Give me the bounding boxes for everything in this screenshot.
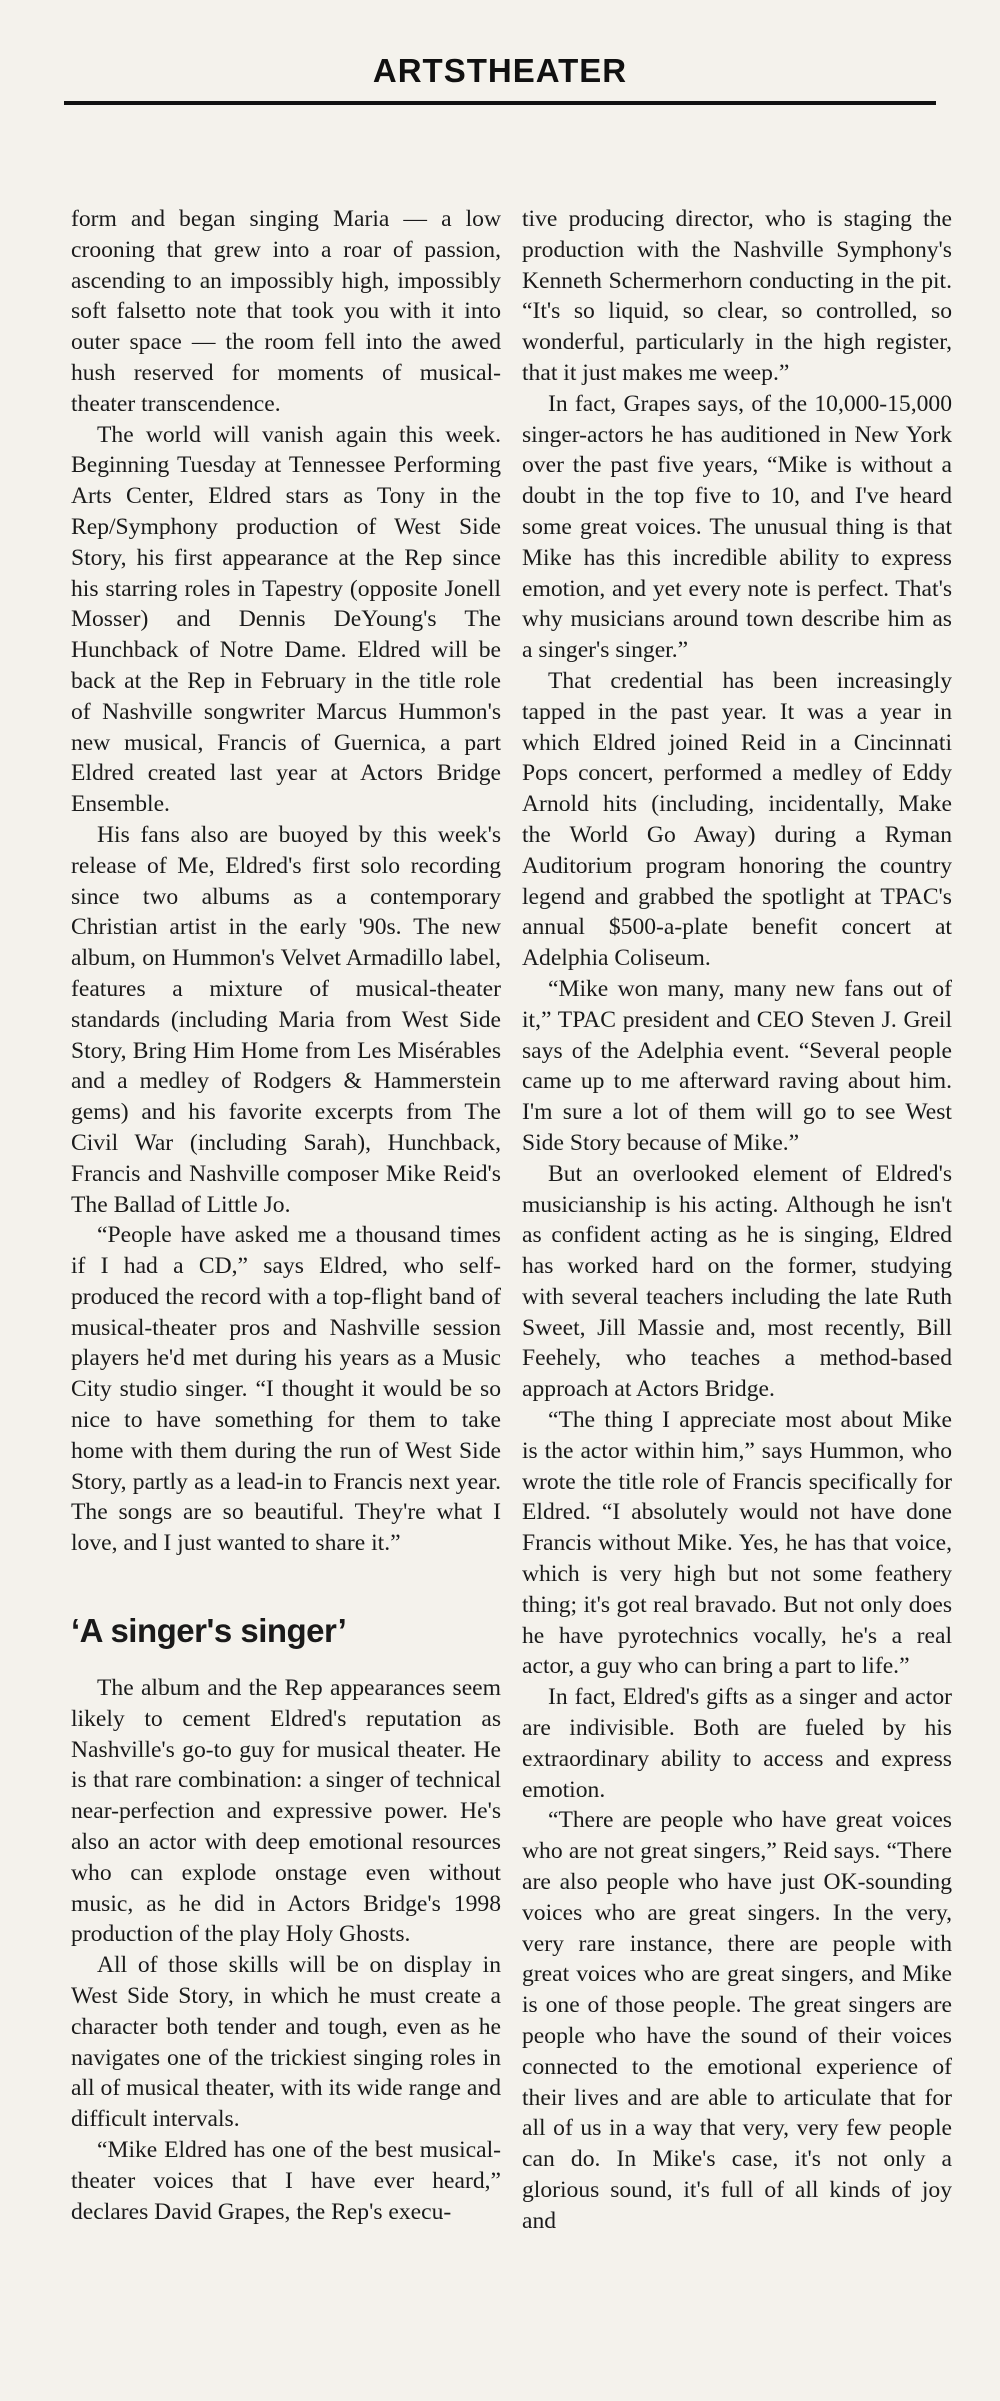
section-label-arts: ARTS (372, 52, 467, 89)
paragraph: But an overlooked element of Eldred's musicianship is his acting. Although he isn't as confident acting as he is singing, Eldred has worked hard on the former, studying with several teachers including the late Ruth Sweet, Jill Massie and, most recently, Bill Feehely, who teaches a method-based approach at Actors Bridge. (522, 1160, 952, 1403)
paragraph: “People have asked me a thousand times if I had a CD,” says Eldred, who self-produced the record with a top-flight band of musical-theater pros and Nashville session players he'd met during his years as a Music City studio singer. “I thought it would be so nice to have something for them to take home with them during the run of West Side Story, partly as a lead-in to Francis next year. The songs are so beautiful. They're what I love, and I just wanted to share it.” (71, 1222, 501, 1557)
paragraph: In fact, Grapes says, of the 10,000-15,000 singer-actors he has auditioned in New York over the past five years, “Mike is without a doubt in the top five to 10, and I've heard some great voices. The unusual thing is that Mike has this incredible ability to express emotion, and yet every note is perfect. That's why musicians around town describe him as a singer's singer.” (522, 390, 952, 664)
header-rule (64, 101, 936, 105)
paragraph: tive producing director, who is staging the production with the Nashville Symphony's Kenneth Schermerhorn conducting in the pit. “It's so liquid, so clear, so controlled, so wonderful, particularly in the high register, that it just makes me weep.” (522, 206, 952, 386)
paragraph: His fans also are buoyed by this week's release of Me, Eldred's first solo recording since two albums as a contemporary Christian artist in the early '90s. The new album, on Hummon's Velvet Armadillo label, features a mixture of musical-theater standards (including Maria from West Side Story, Bring Him Home from Les Misérables and a medley of Rodgers & Hammerstein gems) and his favorite excerpts from The Civil War (including Sarah), Hunchback, Francis and Nashville composer Mike Reid's The Ballad of Little Jo. (71, 821, 501, 1218)
paragraph: In fact, Eldred's gifts as a singer and actor are indivisible. Both are fueled by his extraordinary ability to access and express emotion. (522, 1684, 952, 1803)
paragraph: “There are people who have great voices who are not great singers,” Reid says. “There are also people who have just OK-sounding voices who are great singers. In the very, very rare instance, there are people with great voices who are great singers, and Mike is one of those people. The great singers are people who have the sound of their voices connected to the emotional experience of their lives and are able to articulate that for all of us in a way that very, very few people can do. In Mike's case, it's not only a glorious sound, it's full of all kinds of joy and (522, 1807, 952, 2234)
section-header (64, 52, 936, 90)
paragraph: That credential has been increasingly tapped in the past year. It was a year in which Eldred joined Reid in a Cincinnati Pops concert, performed a medley of Eddy Arnold hits (including, incidentally, Make the World Go Away) during a Ryman Auditorium program honoring the country legend and grabbed the spotlight at TPAC's annual $500-a-plate benefit concert at Adelphia Coliseum. (522, 667, 952, 972)
subheading: ‘A singer's singer’ (71, 1612, 347, 1650)
paragraph: form and began singing Maria — a low crooning that grew into a roar of passion, ascending to an impossibly high, impossibly soft falsetto note that took you with it into outer space — the room fell into the awed hush reserved for moments of musical-theater transcendence. (71, 206, 501, 417)
paragraph: “Mike won many, many new fans out of it,” TPAC president and CEO Steven J. Greil says of the Adelphia event. “Several people came up to me afterward raving about him. I'm sure a lot of them will go to see West Side Story because of Mike.” (522, 975, 952, 1156)
paragraph: The world will vanish again this week. Beginning Tuesday at Tennessee Performing Arts Center, Eldred stars as Tony in the Rep/Symphony production of West Side Story, his first appearance at the Rep since his starring roles in Tapestry (opposite Jonell Mosser) and Dennis DeYoung's The Hunchback of Notre Dame. Eldred will be back at the Rep in February in the title role of Nashville songwriter Marcus Hummon's new musical, Francis of Guernica, a part Eldred created last year at Actors Bridge Ensemble. (71, 421, 501, 818)
paragraph: The album and the Rep appearances seem likely to cement Eldred's reputation as Nashville's go-to guy for musical theater. He is that rare combination: a singer of technical near-perfection and expressive power. He's also an actor with deep emotional resources who can explode onstage even without music, as he did in Actors Bridge's 1998 production of the play Holy Ghosts. (71, 1675, 501, 1948)
left-column (71, 204, 501, 2227)
paragraph: “The thing I appreciate most about Mike is the actor within him,” says Hummon, who wrote the title role of Francis specifically for Eldred. “I absolutely would not have done Francis without Mike. Yes, he has that voice, which is very high but not some feathery thing; it's got real bravado. But not only does he have pyrotechnics vocally, he's a real actor, a guy who can bring a part to life.” (522, 1407, 952, 1680)
paragraph: “Mike Eldred has one of the best musical-theater voices that I have ever heard,” declares David Grapes, the Rep's execu- (71, 2137, 501, 2225)
paragraph: All of those skills will be on display in West Side Story, in which he must create a character both tender and tough, even as he navigates one of the trickiest singing roles in all of musical theater, with its wide range and difficult intervals. (71, 1952, 501, 2133)
section-label-theater: THEATER (466, 52, 628, 89)
right-column (522, 204, 952, 2237)
